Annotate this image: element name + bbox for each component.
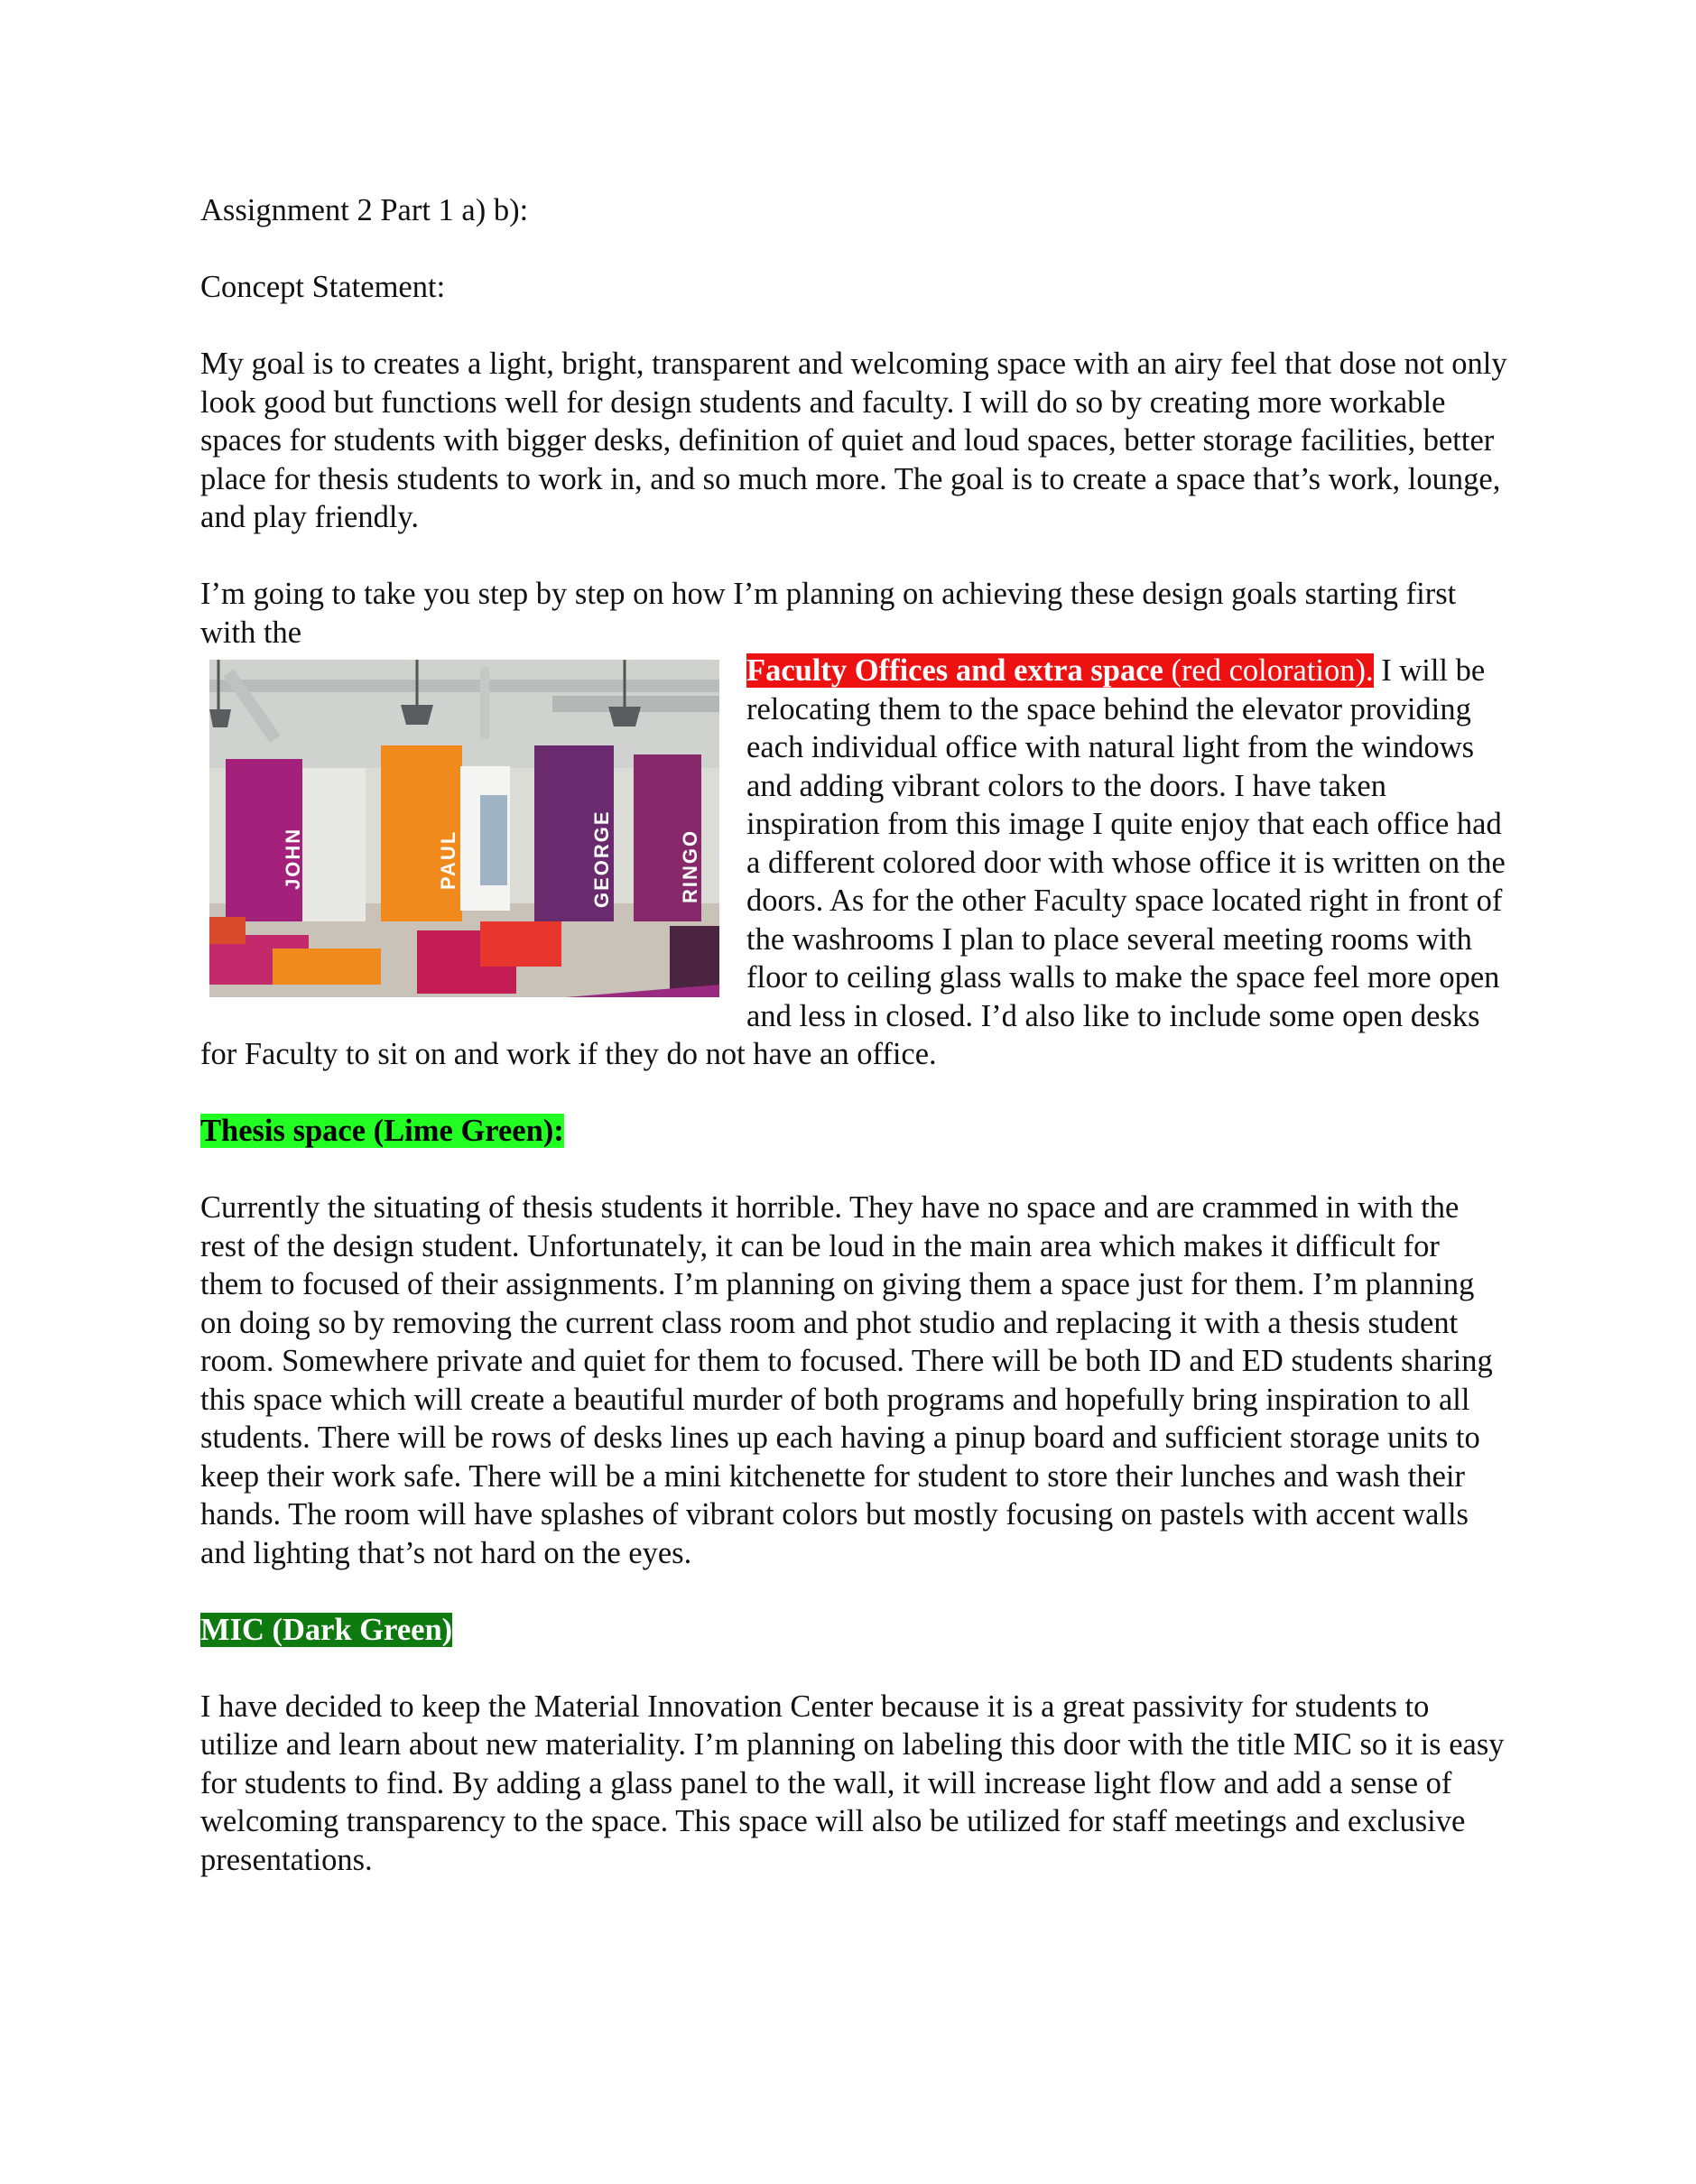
door-label-paul: PAUL: [437, 829, 459, 890]
thesis-heading: Thesis space (Lime Green):: [200, 1114, 564, 1148]
faculty-paragraph: [200, 575, 1507, 652]
document-page: [200, 191, 1507, 1879]
chair-right: [670, 926, 719, 989]
door-label-george: GEORGE: [590, 810, 613, 908]
intro-paragraph: My goal is to creates a light, bright, transparent and welcoming space with an airy feel that dose not only look good but functions well for design students and faculty. I will do so by creating more workable spaces for students with bigger desks, definition of quiet and loud spaces, better storage facilities, better place for thesis students to work in, and so much more. The goal is to create a space that’s work, lounge, and play friendly.: [200, 347, 1507, 534]
door-label-ringo: RINGO: [679, 828, 701, 903]
mic-heading-line: [200, 1611, 1507, 1650]
door-label-john: JOHN: [282, 827, 304, 890]
faculty-highlight-plain: (red coloration).: [1163, 653, 1374, 688]
thesis-paragraph: Currently the situating of thesis students it horrible. They have no space and are crammed in with the rest of the design student. Unfortunately, it can be loud in the main area which makes it difficult for them to focused of their assignments. I’m planning on giving them a space just for them. I’m planning on doing so by removing the current class room and phot studio and replacing it with a thesis student room. Somewhere private and quiet for them to focused. There will be both ID and ED students sharing this space which will create a beautiful murder of both programs and hopefully bring inspiration to all students. There will be rows of desks lines up each having a pinup board and sufficient storage units to keep their work safe. There will be a mini kitchenette for student to store their lunches and wash their hands. The room will have splashes of vibrant colors but mostly focusing on pastels with accent walls and lighting that’s not hard on the eyes.: [200, 1190, 1493, 1570]
faculty-section: [200, 575, 1507, 1074]
ottoman-orange: [273, 949, 381, 985]
faculty-lead-text: I’m going to take you step by step on how I’m planning on achieving these design goals starting first with the: [200, 577, 1457, 650]
thesis-heading-line: [200, 1112, 1507, 1151]
mic-paragraph: I have decided to keep the Material Innovation Center because it is a great passivity for students to utilize and learn about new materiality. I’m planning on labeling this door with the title MIC so it is easy for students to find. By adding a glass panel to the wall, it will increase light flow and add a sense of welcoming transparency to the space. This space will also be utilized for staff meetings and exclusive presentations.: [200, 1689, 1505, 1877]
office-doors-photo: [209, 660, 719, 997]
faculty-highlight: [746, 653, 1374, 688]
mic-heading: MIC (Dark Green): [200, 1612, 453, 1647]
concept-statement-label: Concept Statement:: [200, 270, 446, 304]
faculty-body-text: I will be relocating them to the space behind the elevator providing each individual office with natural light from the windows and adding vibrant colors to the doors. I have taken inspiration from this image I quite enjoy that each office had a different colored door with whose office it is written on the doors. As for the other Faculty space located right in front of the washrooms I plan to place several meeting rooms with floor to ceiling glass walls to make the space feel more open and less in closed. I’d also like to include some open desks for Faculty to sit on and work if they do not have an office.: [200, 653, 1506, 1071]
faculty-highlight-bold: Faculty Offices and extra space: [746, 653, 1163, 688]
assignment-heading: Assignment 2 Part 1 a) b):: [200, 193, 529, 227]
